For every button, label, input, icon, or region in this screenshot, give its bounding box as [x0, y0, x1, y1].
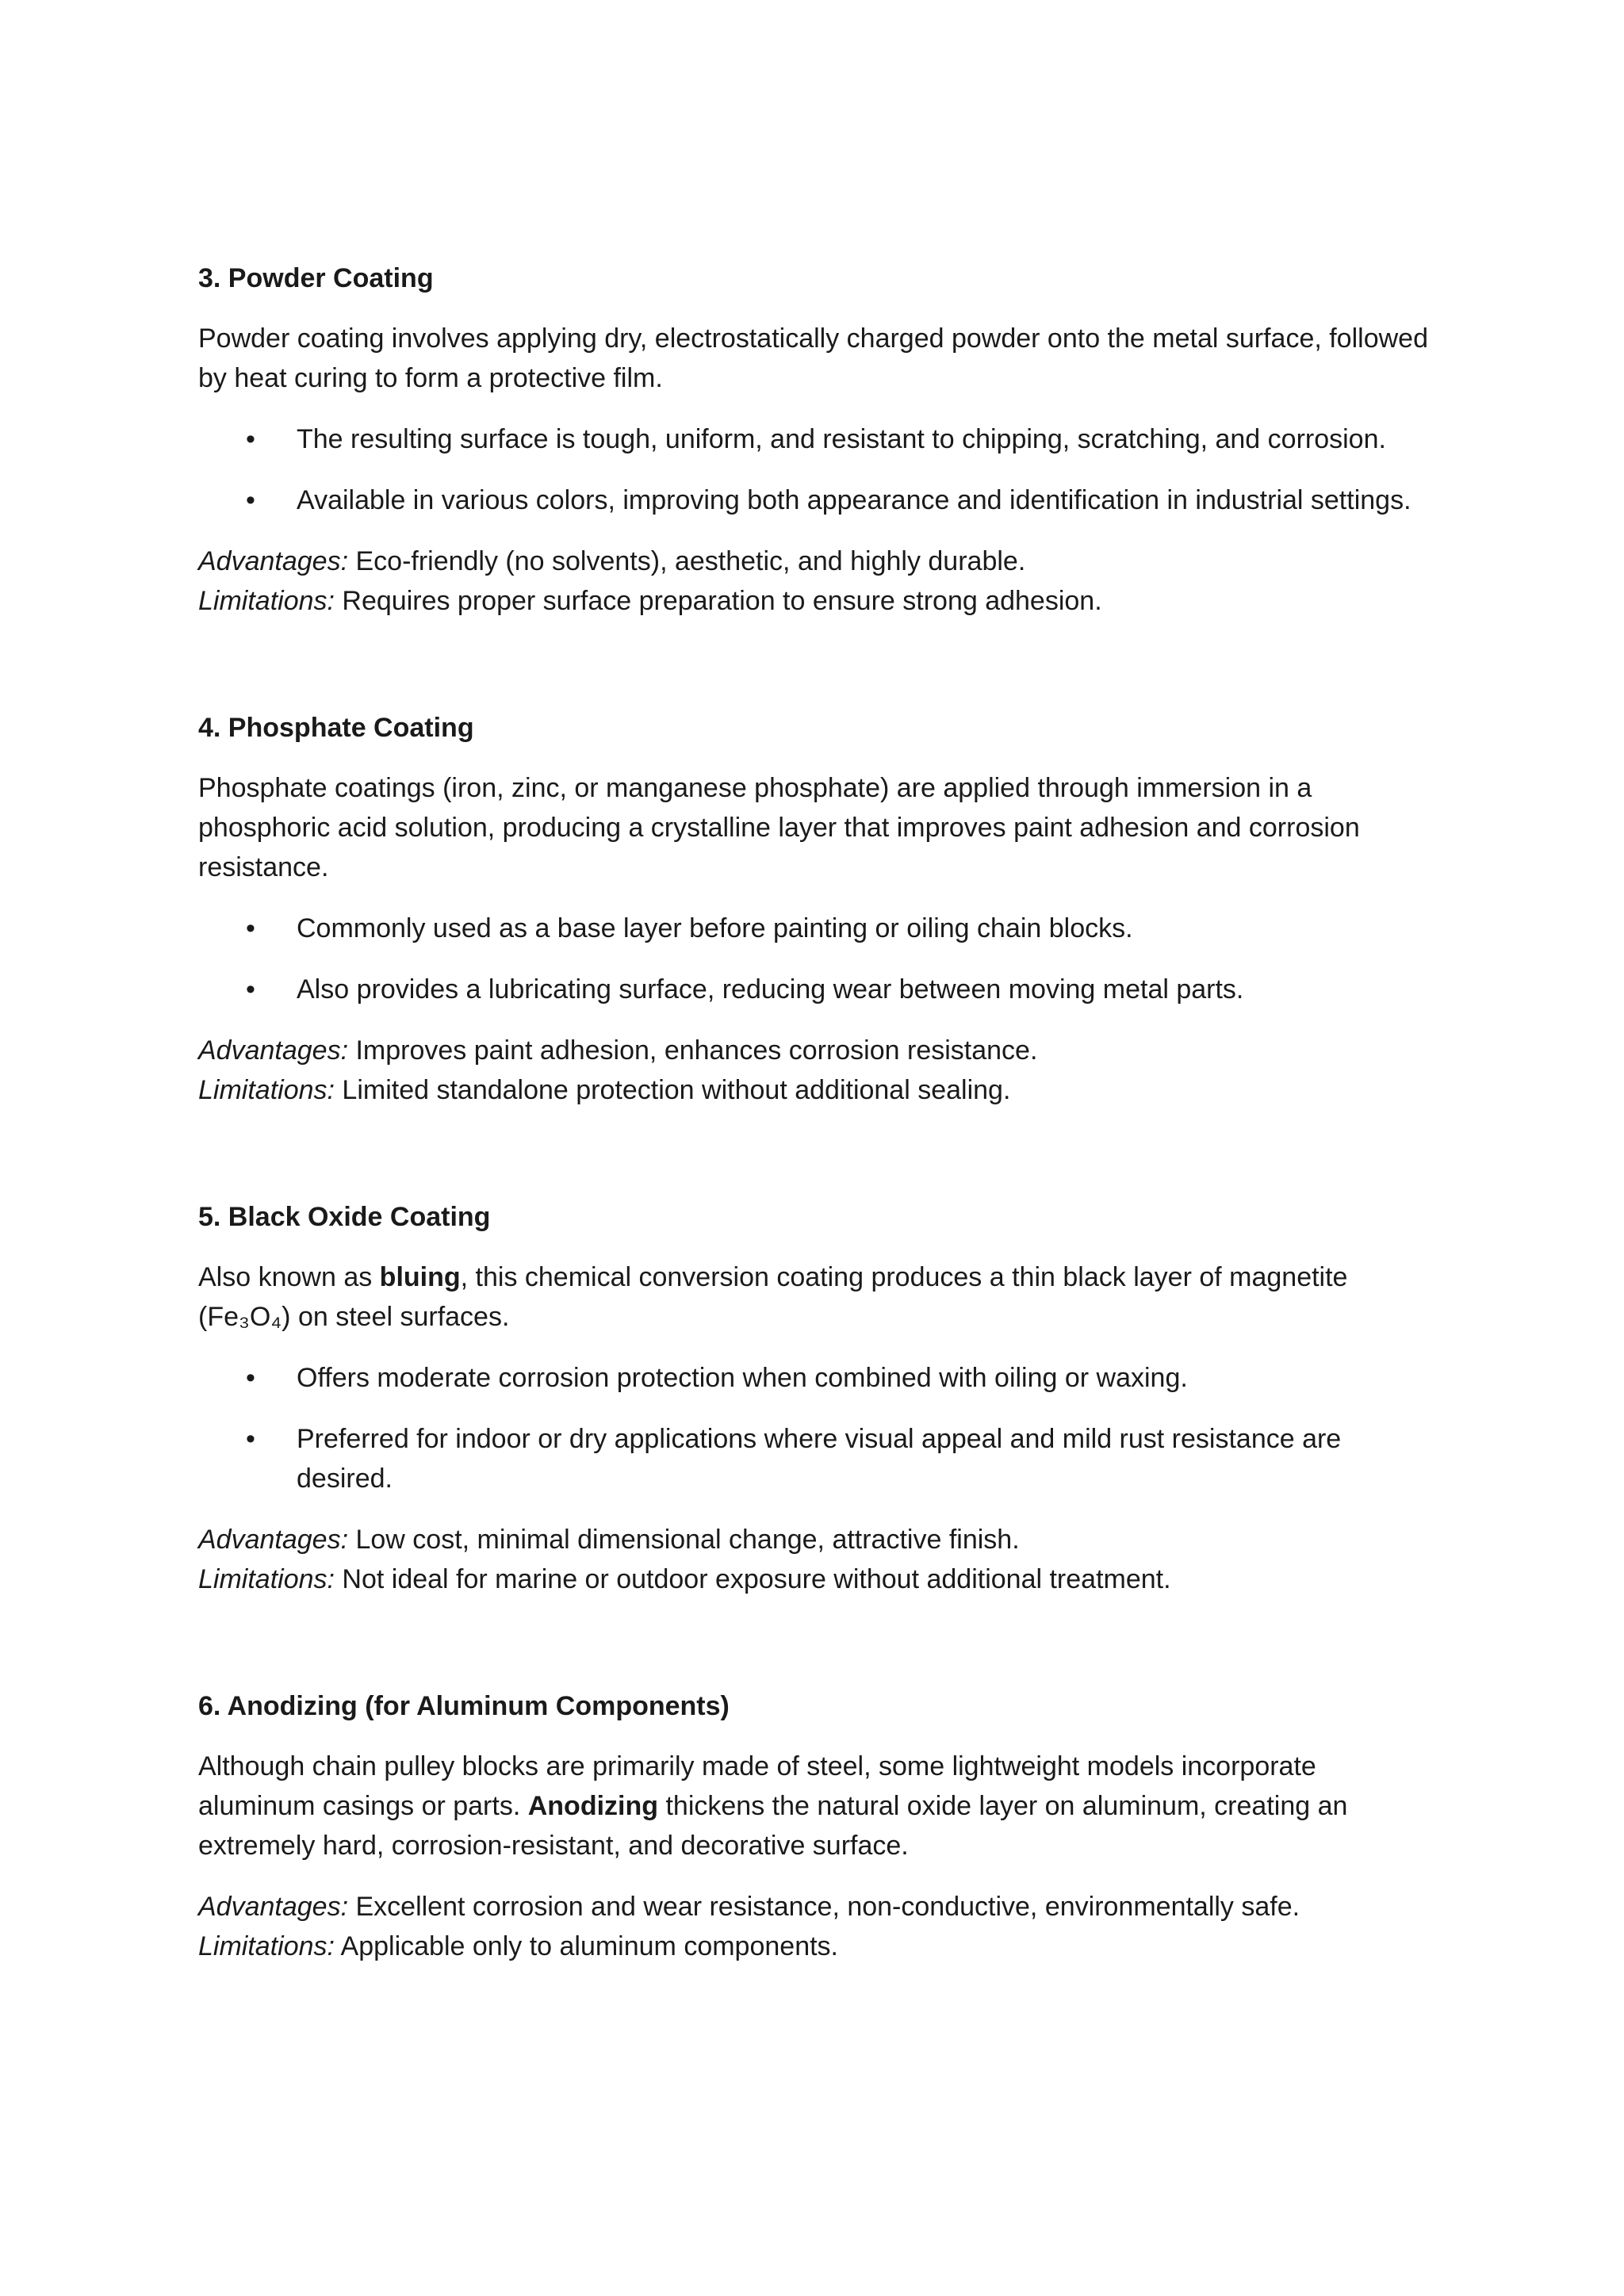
section-heading: 4. Phosphate Coating [198, 713, 474, 743]
list-item-text: Preferred for indoor or dry applications where visual appeal and mild rust resistance are desired. [297, 1424, 1342, 1494]
advantages-label: Advantages: [198, 546, 349, 576]
list-item-text: Commonly used as a base layer before painting or oiling chain blocks. [297, 913, 1133, 943]
advantages-limitations [198, 1031, 1435, 1110]
bullet-icon: • [246, 1363, 255, 1393]
advantages-line [198, 541, 1435, 581]
advantages-label: Advantages: [198, 1892, 349, 1922]
list-item-text: Also provides a lubricating surface, reducing wear between moving metal parts. [297, 974, 1244, 1004]
limitations-label: Limitations: [198, 1075, 335, 1105]
list-item-text: Available in various colors, improving both appearance and identification in industrial settings. [297, 485, 1411, 515]
bullet-icon: • [246, 974, 255, 1004]
list-item-text: The resulting surface is tough, uniform, and resistant to chipping, scratching, and corrosion. [297, 424, 1386, 454]
limitations-text: Limited standalone protection without additional sealing. [334, 1075, 1011, 1105]
advantages-line [198, 1031, 1435, 1070]
section-heading: 6. Anodizing (for Aluminum Components) [198, 1691, 730, 1721]
section-paragraph [198, 1747, 1435, 1866]
advantages-text: Low cost, minimal dimensional change, attractive finish. [348, 1525, 1020, 1555]
section-paragraph: Powder coating involves applying dry, electrostatically charged powder onto the metal surface, followed by heat curing to form a protective film. [198, 323, 1428, 393]
advantages-limitations [198, 1520, 1435, 1599]
list-item [198, 970, 1435, 1009]
limitations-label: Limitations: [198, 586, 335, 616]
paragraph-text-post: thickens the natural oxide layer on aluminum, creating an extremely hard, corrosion-resistant, and decorative surface. [198, 1791, 1348, 1861]
advantages-label: Advantages: [198, 1525, 349, 1555]
limitations-line [198, 1070, 1435, 1110]
document-content [198, 258, 1435, 1966]
section-heading: 5. Black Oxide Coating [198, 1202, 491, 1232]
list-item [198, 1358, 1435, 1398]
bullet-icon: • [246, 485, 255, 515]
list-item [198, 419, 1435, 459]
advantages-line [198, 1520, 1435, 1559]
advantages-label: Advantages: [198, 1035, 349, 1066]
limitations-line [198, 1927, 1435, 1966]
bullet-list [198, 909, 1435, 1009]
advantages-limitations [198, 541, 1435, 621]
section-paragraph: Phosphate coatings (iron, zinc, or manganese phosphate) are applied through immersion in a phosphoric acid solution, producing a crystalline layer that improves paint adhesion and corrosion resistance. [198, 773, 1360, 882]
limitations-line [198, 581, 1435, 621]
advantages-limitations [198, 1887, 1435, 1966]
bullet-list [198, 1358, 1435, 1498]
bullet-icon: • [246, 913, 255, 943]
list-item [198, 909, 1435, 948]
list-item [198, 1419, 1435, 1498]
paragraph-text-pre: Also known as [198, 1262, 380, 1292]
advantages-line [198, 1887, 1435, 1927]
bullet-icon: • [246, 424, 255, 454]
advantages-text: Improves paint adhesion, enhances corrosion resistance. [348, 1035, 1038, 1066]
paragraph-text-pre: Although chain pulley blocks are primarily made of steel, some lightweight models incorporate aluminum casings or parts. [198, 1751, 1316, 1821]
section-black-oxide-coating [198, 1197, 1435, 1599]
section-heading: 3. Powder Coating [198, 263, 434, 293]
section-powder-coating [198, 258, 1435, 621]
section-anodizing [198, 1686, 1435, 1966]
limitations-line [198, 1559, 1435, 1599]
section-phosphate-coating [198, 708, 1435, 1110]
list-item [198, 480, 1435, 520]
paragraph-bold-term: Anodizing [527, 1791, 659, 1821]
limitations-text: Not ideal for marine or outdoor exposure without additional treatment. [334, 1564, 1171, 1594]
limitations-label: Limitations: [198, 1564, 335, 1594]
paragraph-bold-term: bluing [379, 1262, 461, 1292]
paragraph-text-post: , this chemical conversion coating produces a thin black layer of magnetite (Fe₃O₄) on steel surfaces. [198, 1262, 1348, 1332]
list-item-text: Offers moderate corrosion protection when combined with oiling or waxing. [297, 1363, 1188, 1393]
section-paragraph [198, 1257, 1435, 1337]
bullet-icon: • [246, 1424, 255, 1454]
limitations-text: Requires proper surface preparation to ensure strong adhesion. [334, 586, 1102, 616]
bullet-list [198, 419, 1435, 520]
advantages-text: Eco-friendly (no solvents), aesthetic, and highly durable. [348, 546, 1026, 576]
limitations-label: Limitations: [198, 1931, 335, 1961]
limitations-text: Applicable only to aluminum components. [334, 1931, 838, 1961]
advantages-text: Excellent corrosion and wear resistance, non-conductive, environmentally safe. [348, 1892, 1300, 1922]
